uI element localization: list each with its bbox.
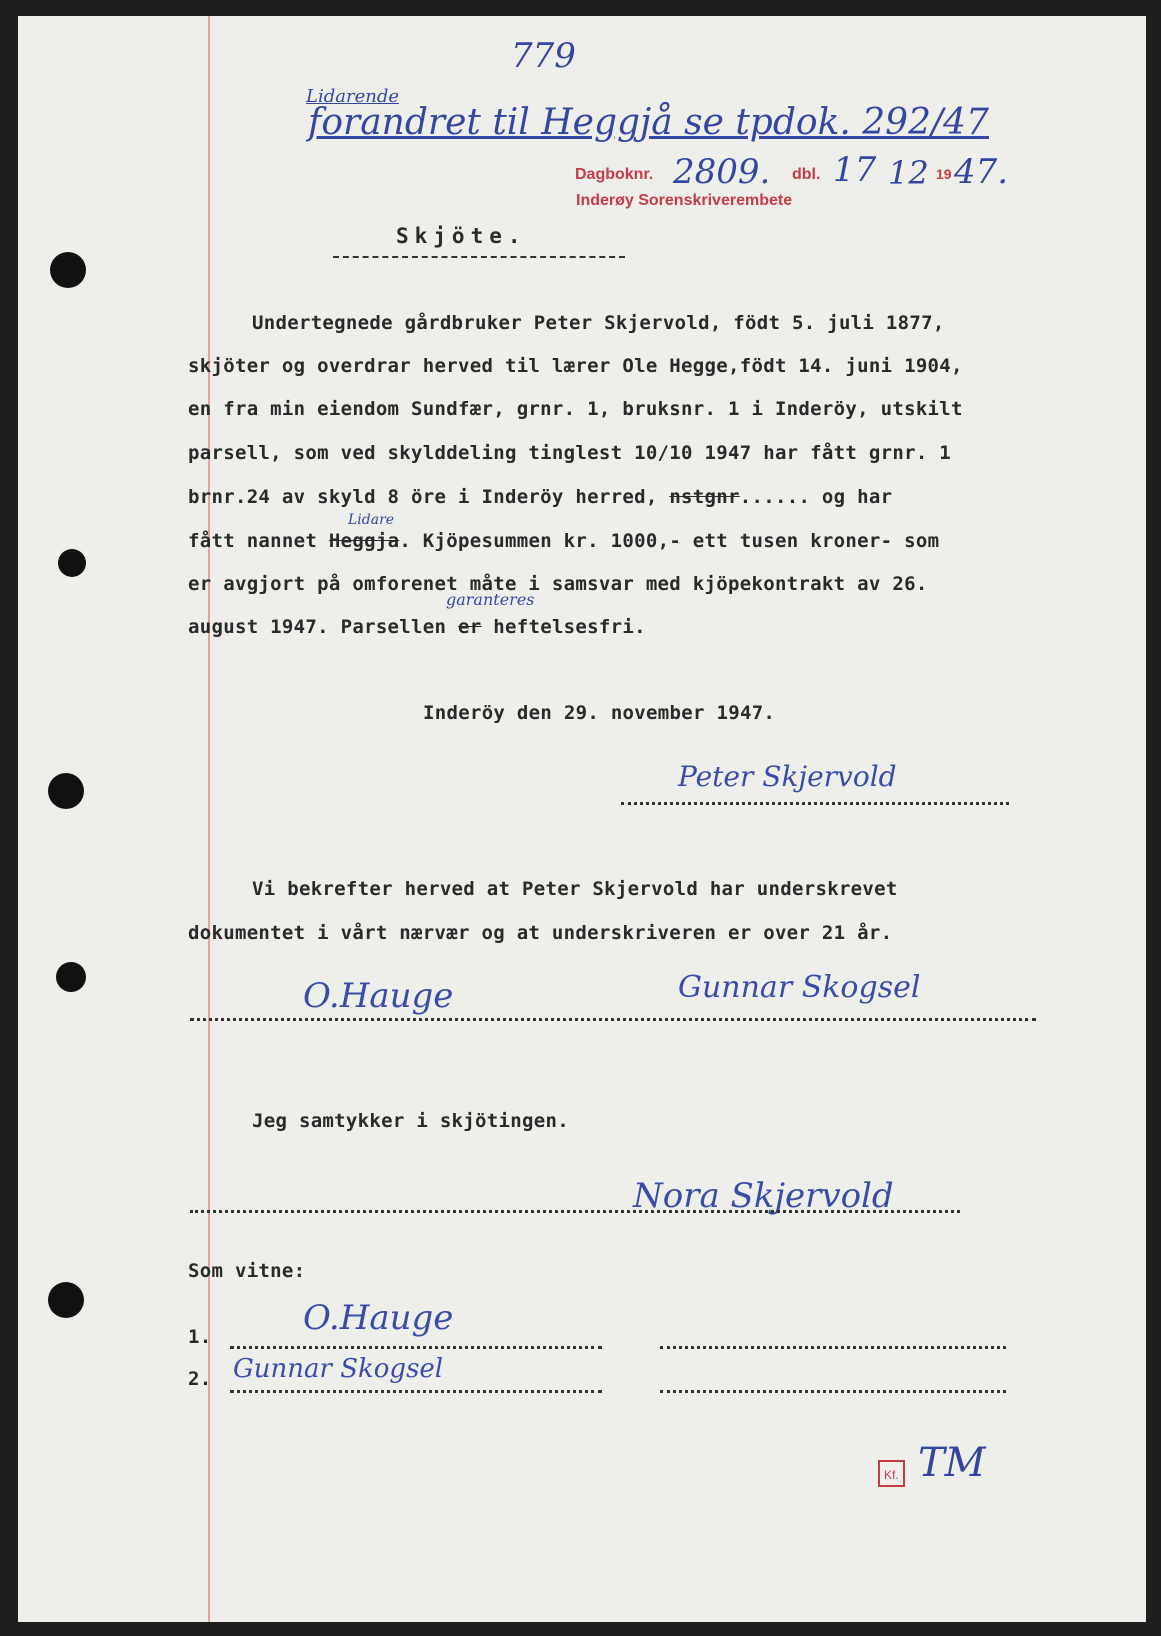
body-line-1: Undertegnede gårdbruker Peter Skjervold, födt 5. juli 1877, [252, 312, 945, 334]
body-line-6-end: . Kjöpesummen kr. 1000,- ett tusen kroner- som [399, 530, 940, 552]
punch-hole [56, 962, 86, 992]
vitne-1-number: 1. [188, 1326, 212, 1348]
place-date: Inderöy den 29. november 1947. [423, 702, 776, 724]
stamp-year-prefix: 19 [936, 166, 952, 182]
annotation-forandret: forandret til Heggjå se tpdok. 292/47 [308, 102, 989, 143]
body-line-6 [188, 530, 939, 552]
body-line-8-start: august 1947. Parsellen [188, 616, 447, 638]
stamp-dbl: dbl. [792, 166, 821, 183]
annotation-lidarende: Lidarende [306, 86, 399, 107]
punch-hole [50, 252, 86, 288]
document-title: Skjöte. [396, 224, 527, 248]
seller-signature-line [621, 802, 1009, 805]
body-line-3: en fra min eiendom Sundfær, grnr. 1, bruksnr. 1 i Inderöy, utskilt [188, 398, 963, 420]
stamp-day: 17 [833, 150, 877, 190]
body-line-5-strike: nstgnr [669, 486, 740, 508]
stamp-year: 47. [954, 152, 1009, 192]
body-line-8-end: heftelsesfri. [493, 616, 646, 638]
body-line-7: er avgjort på omforenet måte i samsvar med kjöpekontrakt av 26. [188, 573, 928, 595]
seller-signature: Peter Skjervold [678, 760, 897, 793]
vitne-2-signature: Gunnar Skogsel [233, 1354, 444, 1384]
punch-hole [48, 1282, 84, 1318]
page-number: 779 [511, 36, 576, 76]
consent-signature: Nora Skjervold [633, 1176, 894, 1216]
stamp-month: 12 [888, 154, 929, 192]
vitne-2-line [230, 1390, 602, 1393]
punch-hole [48, 773, 84, 809]
stamp-label: Dagboknr. [575, 166, 654, 183]
title-underline [333, 256, 625, 258]
body-line-4: parsell, som ved skylddeling tinglest 10/10 1947 har fått grnr. 1 [188, 442, 952, 464]
witness-statement-1: Vi bekrefter herved at Peter Skjervold har underskrevet [252, 878, 898, 900]
body-line-5 [188, 486, 892, 508]
kf-stamp [878, 1460, 905, 1487]
vitne-1-signature: O.Hauge [303, 1298, 454, 1338]
kf-label: Kf. [884, 1468, 899, 1482]
vitne-2-number: 2. [188, 1368, 212, 1390]
insert-garanteres: garanteres [446, 590, 535, 609]
witness-statement-2: dokumentet i vårt nærvær og at underskriveren er over 21 år. [188, 922, 893, 944]
punch-hole [58, 549, 86, 577]
som-vitne-label: Som vitne: [188, 1260, 306, 1282]
document-page [18, 16, 1146, 1622]
insert-lidare: Lidare [348, 512, 395, 528]
body-line-5-end: ...... og har [739, 486, 893, 508]
body-line-8 [188, 616, 646, 638]
consent-signature-line [190, 1210, 960, 1213]
vitne-2-line-right [660, 1390, 1006, 1393]
consent-text: Jeg samtykker i skjötingen. [252, 1110, 569, 1132]
witness-a-signature: O.Hauge [303, 976, 454, 1016]
body-line-8-strike: er [458, 616, 482, 638]
witness-signature-line [190, 1018, 1036, 1021]
body-line-6-start: fått nannet [188, 530, 318, 552]
body-line-6-name: Heggja [328, 530, 400, 552]
body-line-2: skjöter og overdrar herved til lærer Ole Hegge,födt 14. juni 1904, [188, 355, 963, 377]
stamp-office: Inderøy Sorenskriverembete [576, 192, 793, 209]
stamp-number: 2809. [673, 152, 771, 192]
witness-b-signature: Gunnar Skogsel [678, 970, 921, 1005]
kf-initials: TM [918, 1440, 986, 1486]
body-line-5-start: brnr.24 av skyld 8 öre i Inderöy herred, [188, 486, 658, 508]
vitne-1-line-right [660, 1346, 1006, 1349]
vitne-1-line [230, 1346, 602, 1349]
